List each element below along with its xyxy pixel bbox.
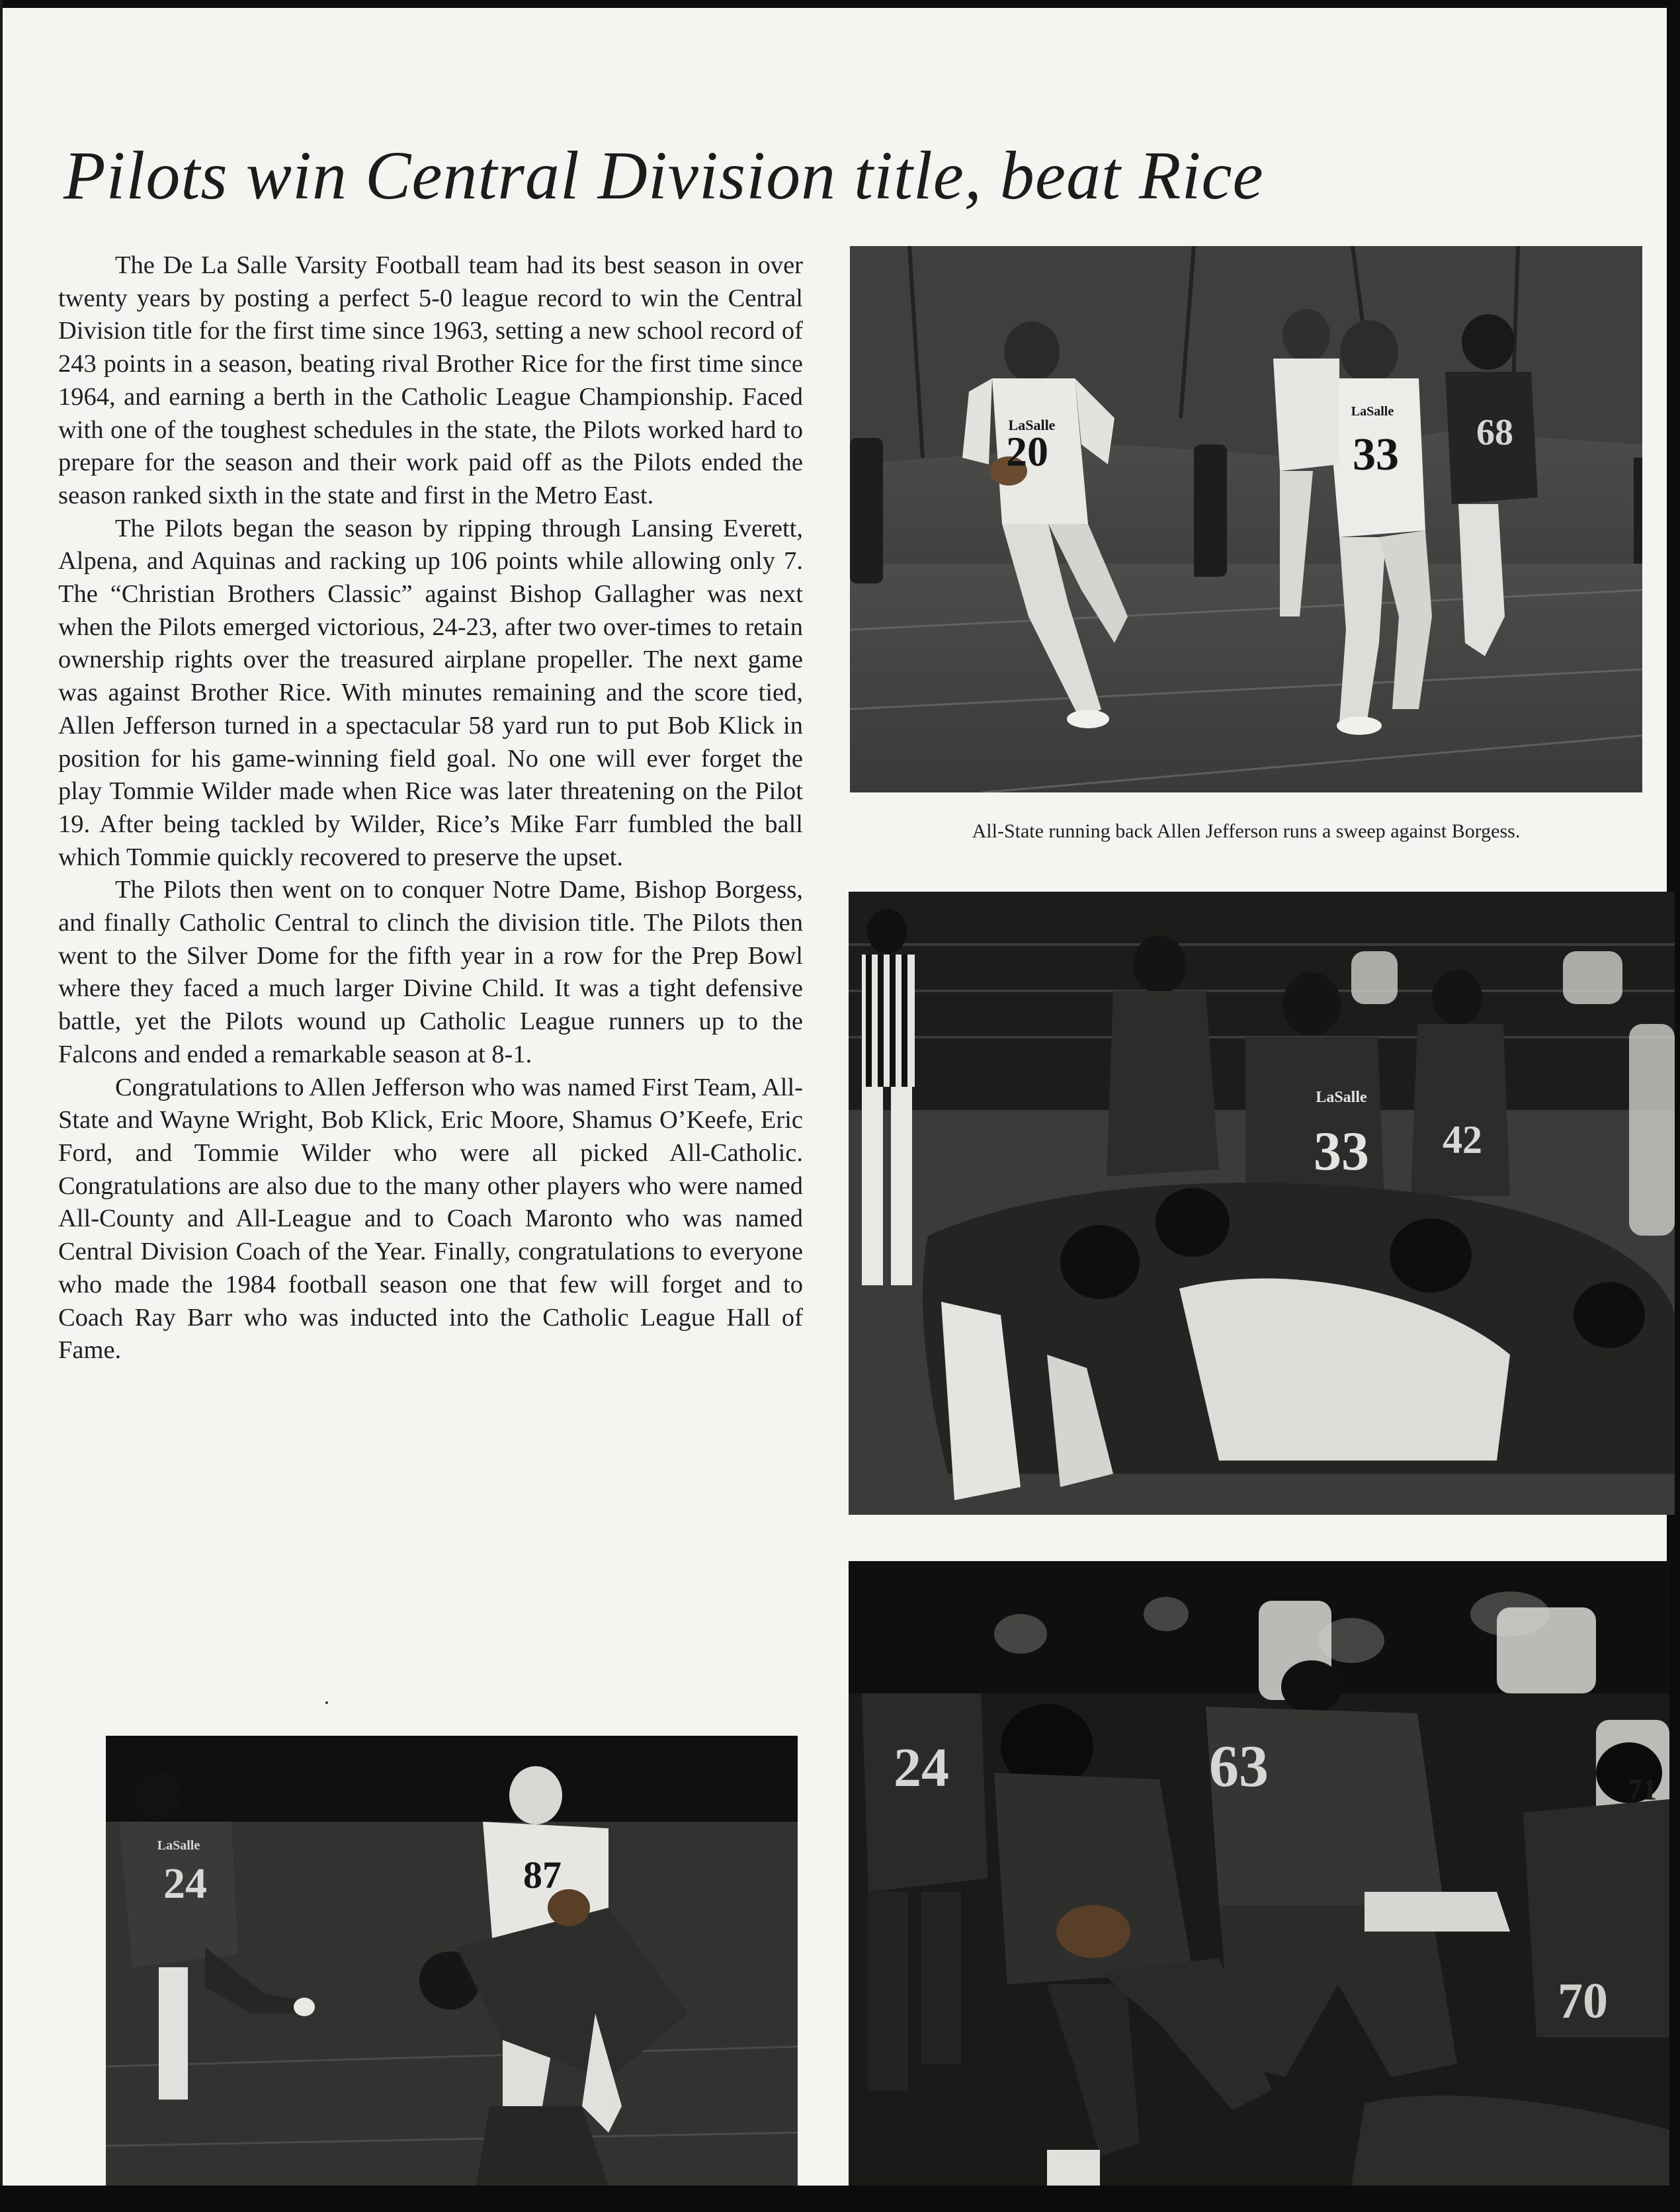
photo-pile-up-tackle <box>849 892 1675 1515</box>
print-speck <box>325 1701 328 1704</box>
jersey-number: 20 <box>1006 428 1048 475</box>
jersey-chest-text: LaSalle <box>157 1838 200 1853</box>
photo-night-ball-carrier <box>849 1561 1669 2186</box>
article-body <box>58 249 803 1367</box>
jersey-number: 24 <box>894 1737 949 1799</box>
scan-border-top <box>0 0 1680 8</box>
page-headline: Pilots win Central Division title, beat Rice <box>63 138 1264 214</box>
jersey-number: 71 <box>1628 1773 1657 1806</box>
jersey-number: 33 <box>1353 429 1399 480</box>
article-paragraph: Congratulations to Allen Jefferson who was named First Team, All-State and Wayne Wright, Bob Klick, Eric Moore, Shamus O’Keefe, Eric Ford, and Tommie Wilder who were all picked All-Catholic. Congratulations are also due to the many other players who were named All-County and All-League and to Coach Maronto who was named Central Division Coach of the Year. Finally, congratulations to everyone who made the 1984 football season one that few will forget and to Coach Ray Barr who was inducted into the Catholic League Hall of Fame. <box>58 1073 803 1365</box>
jersey-chest-text: LaSalle <box>1351 404 1394 419</box>
jersey-number: 70 <box>1558 1973 1608 2029</box>
jersey-chest-text: LaSalle <box>1008 417 1056 433</box>
article-paragraph: The De La Salle Varsity Football team had its best season in over twenty years by posting a perfect 5-0 league record to win the Central Division title for the first time since 1963, setting a new school record of 243 points in a season, beating rival Brother Rice for the first time since 1964, and earning a berth in the Catholic League Championship. Faced with one of the toughest schedules in the state, the Pilots worked hard to prepare for the season and their work paid off as the Pilots ended the season ranked sixth in the state and first in the Metro East. <box>58 251 803 509</box>
scan-border-bottom <box>0 2186 1680 2212</box>
jersey-number: 68 <box>1476 412 1513 453</box>
photo-running-back-sweep <box>850 246 1642 792</box>
article-paragraph: The Pilots then went on to conquer Notre Dame, Bishop Borgess, and finally Catholic Central to clinch the division title. The Pilots then went to the Silver Dome for the fifth year in a row for the Prep Bowl where they faced a much larger Divine Child. It was a tight defensive battle, yet the Pilots wound up Catholic League runners up to the Falcons and ended a remarkable season at 8-1. <box>58 876 803 1068</box>
jersey-number: 63 <box>1209 1734 1269 1799</box>
jersey-number: 24 <box>163 1859 207 1908</box>
photo-night-tackle <box>106 1736 798 2186</box>
jersey-number: 42 <box>1443 1118 1482 1162</box>
scan-border-left <box>0 0 3 2212</box>
jersey-number: 33 <box>1314 1121 1369 1182</box>
photo-caption: All-State running back Allen Jefferson runs a sweep against Borgess. <box>972 820 1521 842</box>
jersey-chest-text: LaSalle <box>1316 1089 1367 1106</box>
article-paragraph: The Pilots began the season by ripping through Lansing Everett, Alpena, and Aquinas and racking up 106 points while allowing only 7. The “Christian Brothers Classic” against Bishop Gallagher was next when the Pilots emerged victorious, 24-23, after two over-times to retain ownership rights over the treasured airplane propeller. The next game was against Brother Rice. With minutes remaining and the score tied, Allen Jefferson turned in a spectacular 58 yard run to put Bob Klick in position for his game-winning field goal. No one will ever forget the play Tommie Wilder made when Rice was later threatening on the Pilot 19. After being tackled by Wilder, Rice’s Mike Farr fumbled the ball which Tommie quickly recovered to preserve the upset. <box>58 514 803 871</box>
jersey-number: 87 <box>523 1853 562 1896</box>
